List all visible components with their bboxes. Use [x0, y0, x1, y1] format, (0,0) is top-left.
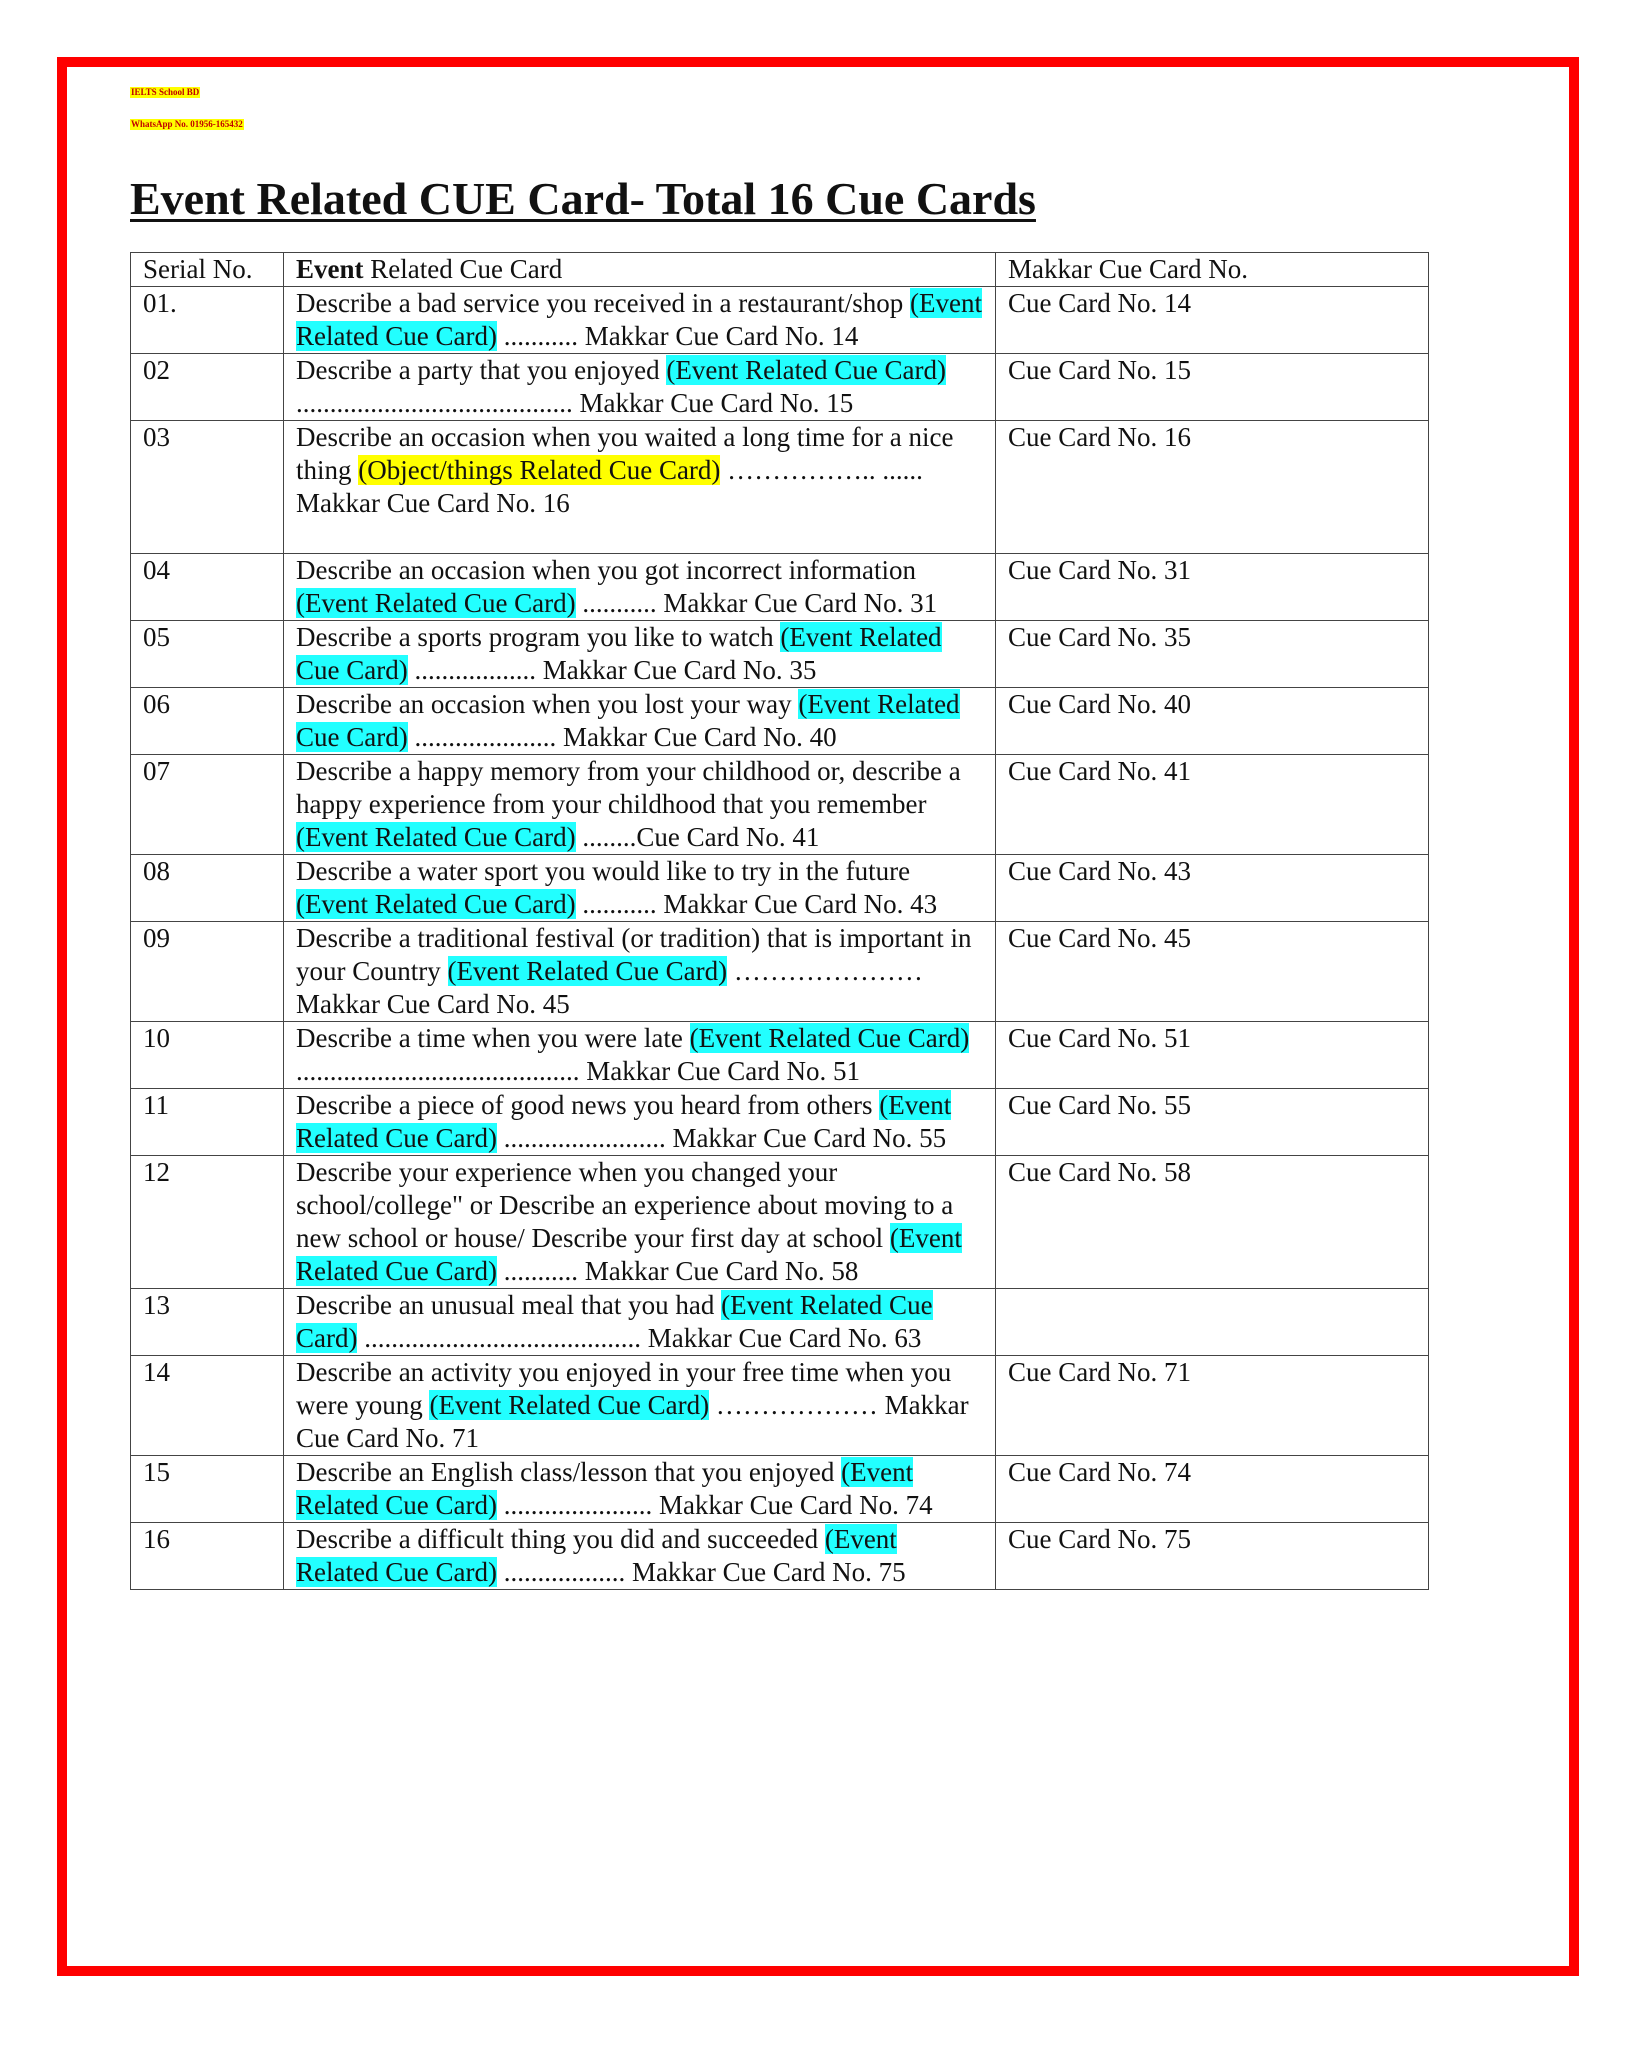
category-tag: (Event Related Cue Card): [296, 1223, 962, 1286]
description-text: Describe an activity you enjoyed in your free time when you were young: [296, 1357, 952, 1420]
header-cue-card: [284, 253, 996, 287]
table-row: [131, 1356, 1429, 1456]
description-text: Describe a difficult thing you did and succeeded: [296, 1524, 825, 1554]
makkar-cell: Cue Card No. 71: [996, 1356, 1429, 1456]
description-cell: [284, 1523, 996, 1590]
serial-cell: 03: [131, 421, 284, 554]
description-suffix: ........... Makkar Cue Card No. 43: [575, 889, 938, 919]
table-row: [131, 688, 1429, 755]
table-row: [131, 1523, 1429, 1590]
serial-cell: 11: [131, 1089, 284, 1156]
serial-cell: 05: [131, 621, 284, 688]
description-cell: [284, 1089, 996, 1156]
description-text: Describe an occasion when you lost your way: [296, 689, 799, 719]
description-suffix: .......................................... Makkar Cue Card No. 51: [296, 1056, 860, 1086]
table-row: [131, 1022, 1429, 1089]
table-row: [131, 287, 1429, 354]
document-title: Event Related CUE Card- Total 16 Cue Cards: [130, 173, 1036, 224]
whatsapp-number: WhatsApp No. 01956-165432: [131, 119, 243, 129]
serial-cell: 08: [131, 855, 284, 922]
category-tag: (Event Related Cue Card): [689, 1023, 970, 1053]
makkar-cell: Cue Card No. 14: [996, 287, 1429, 354]
description-text: Describe a time when you were late: [296, 1023, 690, 1053]
makkar-cell: Cue Card No. 51: [996, 1022, 1429, 1089]
school-name: IELTS School BD: [131, 87, 200, 97]
category-tag: (Event Related Cue Card): [296, 1290, 933, 1353]
category-tag: (Event Related Cue Card): [296, 288, 982, 351]
category-tag: (Event Related Cue Card): [296, 822, 576, 852]
description-text: Describe an English class/lesson that you enjoyed: [296, 1457, 842, 1487]
table-row: [131, 621, 1429, 688]
category-tag: (Event Related Cue Card): [296, 1457, 914, 1520]
description-suffix: …………….. ...... Makkar Cue Card No. 16: [296, 455, 923, 518]
serial-cell: 14: [131, 1356, 284, 1456]
cue-card-table: [130, 252, 1429, 1590]
header-cue-card-bold: Event: [296, 254, 364, 284]
table-row: [131, 855, 1429, 922]
category-tag: (Event Related Cue Card): [296, 689, 960, 752]
serial-cell: 06: [131, 688, 284, 755]
description-text: Describe your experience when you changed your school/college" or Describe an experience about moving to a new school or house/ Describe your first day at school: [296, 1157, 954, 1253]
description-cell: [284, 621, 996, 688]
category-tag: (Event Related Cue Card): [666, 355, 947, 385]
description-cell: [284, 287, 996, 354]
description-suffix: ……………… Makkar Cue Card No. 71: [296, 1390, 969, 1453]
makkar-cell: Cue Card No. 74: [996, 1456, 1429, 1523]
description-cell: [284, 554, 996, 621]
table-header-row: [131, 253, 1429, 287]
serial-cell: 12: [131, 1156, 284, 1289]
description-suffix: .................. Makkar Cue Card No. 75: [496, 1557, 906, 1587]
table-row: [131, 1289, 1429, 1356]
description-cell: [284, 922, 996, 1022]
table-row: [131, 421, 1429, 554]
description-cell: [284, 755, 996, 855]
table-row: [131, 1156, 1429, 1289]
makkar-cell: Cue Card No. 15: [996, 354, 1429, 421]
description-cell: [284, 1456, 996, 1523]
description-suffix: .................. Makkar Cue Card No. 35: [407, 655, 817, 685]
description-text: Describe a piece of good news you heard from others: [296, 1090, 880, 1120]
description-text: Describe a bad service you received in a restaurant/shop: [296, 288, 910, 318]
header-cue-card-rest: Related Cue Card: [363, 254, 563, 284]
table-row: [131, 922, 1429, 1022]
category-tag: (Event Related Cue Card): [296, 889, 576, 919]
description-text: Describe an unusual meal that you had: [296, 1290, 722, 1320]
description-cell: [284, 688, 996, 755]
description-suffix: ......................................... Makkar Cue Card No. 63: [357, 1323, 922, 1353]
serial-cell: 07: [131, 755, 284, 855]
makkar-cell: Cue Card No. 35: [996, 621, 1429, 688]
description-suffix: ......................................... Makkar Cue Card No. 15: [296, 388, 854, 418]
category-tag: (Event Related Cue Card): [429, 1390, 710, 1420]
description-text: Describe a water sport you would like to try in the future: [296, 856, 911, 886]
serial-cell: 16: [131, 1523, 284, 1590]
serial-cell: 01.: [131, 287, 284, 354]
description-text: Describe a traditional festival (or tradition) that is important in your Country: [296, 923, 972, 986]
makkar-cell: Cue Card No. 43: [996, 855, 1429, 922]
header-serial: Serial No.: [131, 253, 284, 287]
description-cell: [284, 1356, 996, 1456]
description-suffix: ........Cue Card No. 41: [575, 822, 820, 852]
description-suffix: ........... Makkar Cue Card No. 14: [496, 321, 859, 351]
description-suffix: ........................ Makkar Cue Card No. 55: [496, 1123, 947, 1153]
table-row: [131, 755, 1429, 855]
description-text: Describe a happy memory from your childhood or, describe a happy experience from your childhood that you remember: [296, 756, 961, 819]
description-cell: [284, 421, 996, 554]
category-tag: (Event Related Cue Card): [296, 588, 576, 618]
description-suffix: ........... Makkar Cue Card No. 31: [575, 588, 938, 618]
description-text: Describe an occasion when you got incorrect information: [296, 555, 917, 585]
serial-cell: 04: [131, 554, 284, 621]
category-tag: (Event Related Cue Card): [447, 956, 728, 986]
description-suffix: …………………Makkar Cue Card No. 45: [296, 956, 923, 1019]
description-text: Describe a sports program you like to watch: [296, 622, 781, 652]
makkar-cell: Cue Card No. 45: [996, 922, 1429, 1022]
makkar-cell: Cue Card No. 41: [996, 755, 1429, 855]
serial-cell: 13: [131, 1289, 284, 1356]
table-row: [131, 1089, 1429, 1156]
description-suffix: ........... Makkar Cue Card No. 58: [496, 1256, 859, 1286]
makkar-cell: Cue Card No. 31: [996, 554, 1429, 621]
serial-cell: 10: [131, 1022, 284, 1089]
description-cell: [284, 1289, 996, 1356]
makkar-cell: Cue Card No. 75: [996, 1523, 1429, 1590]
makkar-cell: Cue Card No. 16: [996, 421, 1429, 554]
description-cell: [284, 1156, 996, 1289]
description-cell: [284, 855, 996, 922]
makkar-cell: [996, 1289, 1429, 1356]
table-row: [131, 354, 1429, 421]
category-tag: (Event Related Cue Card): [296, 1090, 952, 1153]
makkar-cell: Cue Card No. 40: [996, 688, 1429, 755]
serial-cell: 15: [131, 1456, 284, 1523]
serial-cell: 09: [131, 922, 284, 1022]
description-cell: [284, 1022, 996, 1089]
description-suffix: ..................... Makkar Cue Card No. 40: [407, 722, 837, 752]
category-tag: (Object/things Related Cue Card): [358, 455, 721, 485]
header-makkar: Makkar Cue Card No.: [996, 253, 1429, 287]
description-suffix: ...................... Makkar Cue Card No. 74: [496, 1490, 933, 1520]
table-row: [131, 554, 1429, 621]
makkar-cell: Cue Card No. 55: [996, 1089, 1429, 1156]
description-text: Describe a party that you enjoyed: [296, 355, 667, 385]
category-tag: (Event Related Cue Card): [296, 622, 942, 685]
table-row: [131, 1456, 1429, 1523]
serial-cell: 02: [131, 354, 284, 421]
category-tag: (Event Related Cue Card): [296, 1524, 897, 1587]
makkar-cell: Cue Card No. 58: [996, 1156, 1429, 1289]
description-cell: [284, 354, 996, 421]
description-text: Describe an occasion when you waited a long time for a nice thing: [296, 422, 954, 485]
